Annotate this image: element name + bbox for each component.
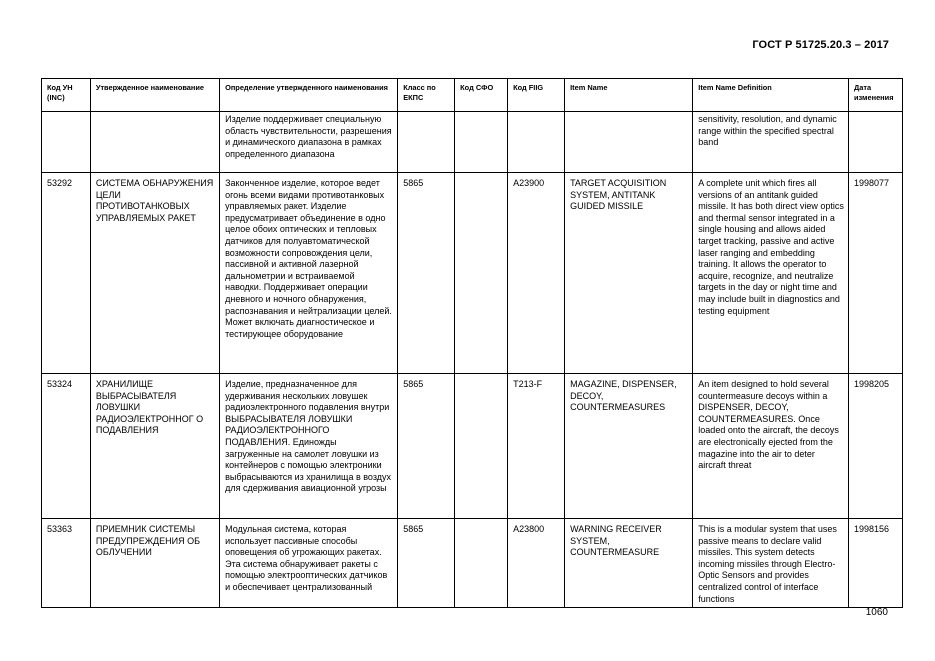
table-row [42, 519, 903, 608]
cell-ekps-class [398, 112, 455, 173]
column-header-sfo-code: Код СФО [455, 79, 508, 112]
cell-sfo-code [455, 112, 508, 173]
cell-ekps-class: 5865 [398, 374, 455, 519]
table-row [42, 374, 903, 519]
page-number: 1060 [865, 607, 888, 618]
cell-change-date [849, 112, 903, 173]
cell-approved-name: СИСТЕМА ОБНАРУЖЕНИЯ ЦЕЛИ ПРОТИВОТАНКОВЫХ УПРАВЛЯЕМЫХ РАКЕТ [90, 173, 219, 374]
table-header-row [42, 79, 903, 112]
cell-inc: 53324 [42, 374, 91, 519]
cell-item-name-definition: This is a modular system that uses passive means to declare valid missiles. This system detects incoming missiles through Electro-Optic Sensors and provides centralized control of interface functions [693, 519, 849, 608]
cell-fiig-code: A23900 [508, 173, 565, 374]
cell-approved-name: ПРИЕМНИК СИСТЕМЫ ПРЕДУПРЕЖДЕНИЯ ОБ ОБЛУЧЕНИИ [90, 519, 219, 608]
cell-definition: Законченное изделие, которое ведет огонь всеми видами противотанковых управляемых ракет. Изделие предусматривает объединение в одно целое обоих оптических и тепловых датчиков для полуавтоматической возможности сопровождения цели, пассивной и активной лазерной дальнометрии и встраиваемой наводки. Поддерживает операции дневного и ночного обнаружения, распознавания и нейтрализации целей. Может включать диагностическое и тестирующее оборудование [220, 173, 398, 374]
column-header-item-name: Item Name [565, 79, 693, 112]
cell-sfo-code [455, 173, 508, 374]
cell-item-name-definition: sensitivity, resolution, and dynamic range within the specified spectral band [693, 112, 849, 173]
table-row [42, 173, 903, 374]
column-header-definition: Определение утвержденного наименования [220, 79, 398, 112]
cell-change-date: 1998205 [849, 374, 903, 519]
column-header-ekps-class: Класс по ЕКПС [398, 79, 455, 112]
cell-fiig-code: T213-F [508, 374, 565, 519]
cell-sfo-code [455, 374, 508, 519]
cell-ekps-class: 5865 [398, 173, 455, 374]
cell-change-date: 1998156 [849, 519, 903, 608]
cell-item-name: MAGAZINE, DISPENSER, DECOY, COUNTERMEASURES [565, 374, 693, 519]
table-row-continuation [42, 112, 903, 173]
cell-item-name: TARGET ACQUISITION SYSTEM, ANTITANK GUIDED MISSILE [565, 173, 693, 374]
column-header-inc: Код УН (INC) [42, 79, 91, 112]
column-header-change-date: Дата изменения [849, 79, 903, 112]
cell-approved-name: ХРАНИЛИЩЕ ВЫБРАСЫВАТЕЛЯ ЛОВУШКИ РАДИОЭЛЕКТРОННОГ О ПОДАВЛЕНИЯ [90, 374, 219, 519]
cell-item-name-definition: A complete unit which fires all versions of an antitank guided missile. It has both direct view optics and thermal sensor integrated in a single housing and allows aided target tracking, passive and active laser ranging and embedding training. It allows the operator to acquire, recognize, and neutralize targets in the day or night time and may include built in diagnostics and testing equipment [693, 173, 849, 374]
cell-item-name: WARNING RECEIVER SYSTEM, COUNTERMEASURE [565, 519, 693, 608]
column-header-approved-name: Утвержденное наименование [90, 79, 219, 112]
cell-sfo-code [455, 519, 508, 608]
cell-fiig-code [508, 112, 565, 173]
cell-definition: Изделие поддерживает специальную область чувствительности, разрешения и динамического диапазона в рамках определенного диапазона [220, 112, 398, 173]
cell-approved-name [90, 112, 219, 173]
catalog-table [41, 78, 903, 608]
cell-definition: Модульная система, которая использует пассивные способы оповещения об угрожающих ракетах. Эта система обнаруживает ракеты с помощью электрооптических датчиков и обеспечивает централизованный [220, 519, 398, 608]
cell-inc [42, 112, 91, 173]
cell-item-name-definition: An item designed to hold several countermeasure decoys within a DISPENSER, DECOY, COUNTERMEASURES. Once loaded onto the aircraft, the decoys are electronically ejected from the magazine into the air to deter aircraft threat [693, 374, 849, 519]
cell-change-date: 1998077 [849, 173, 903, 374]
document-header: ГОСТ Р 51725.20.3 – 2017 [752, 39, 889, 51]
column-header-item-name-definition: Item Name Definition [693, 79, 849, 112]
cell-item-name [565, 112, 693, 173]
cell-inc: 53363 [42, 519, 91, 608]
column-header-fiig-code: Код FIIG [508, 79, 565, 112]
cell-fiig-code: A23800 [508, 519, 565, 608]
cell-ekps-class: 5865 [398, 519, 455, 608]
cell-definition: Изделие, предназначенное для удерживания нескольких ловушек радиоэлектронного подавления внутри ВЫБРАСЫВАТЕЛЯ ЛОВУШКИ РАДИОЭЛЕКТРОННОГО ПОДАВЛЕНИЯ. Единожды загруженные на самолет ловушки из контейнеров с помощью электроники выбрасываются из хранилища в воздух для сдерживания авиационной угрозы [220, 374, 398, 519]
cell-inc: 53292 [42, 173, 91, 374]
